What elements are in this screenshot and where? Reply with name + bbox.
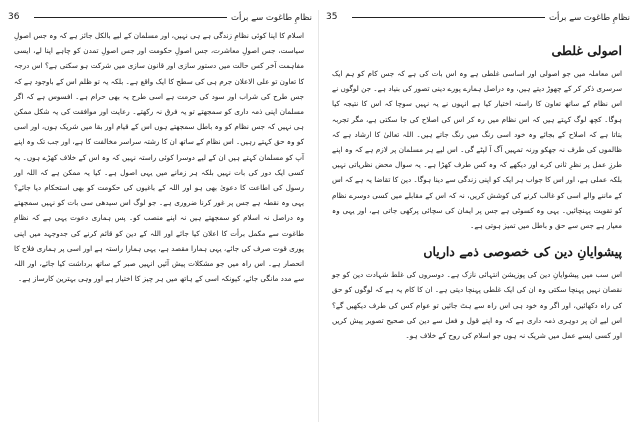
page-header (326, 8, 630, 26)
page-body (326, 66, 630, 233)
running-title: نظامِ طاغوت سے برأت (548, 12, 630, 23)
page-gutter (318, 10, 319, 422)
section-heading: پیشوایانِ دین کی خصوصی ذمے داریاں (423, 244, 622, 260)
page-number: 35 (326, 12, 338, 22)
left-page (8, 0, 312, 433)
page-header (8, 8, 312, 26)
right-page (326, 0, 630, 433)
page-body (326, 267, 630, 343)
section-heading: اصولی غلطی (551, 43, 622, 58)
header-rule (34, 17, 227, 18)
header-rule (352, 17, 545, 18)
running-title: نظامِ طاغوت سے برأت (230, 12, 312, 23)
paragraph: اس سب میں پیشوایانِ دین کی پوزیشن انتہائی نازک ہے۔ دوسروں کی غلط شہادت دین کو جو نقصان نہیں پہنچا سکتی وہ ان کی ایک غلطی پہنچا دیتی ہے۔ ان کا کام یہ ہے کہ لوگوں کو حق کی راہ دکھائیں، اور اگر وہ خود ہی اس راہ سے ہٹ جائیں تو عوام کس کی طرف دیکھیں گے؟ اس لیے ان پر دوہری ذمہ داری ہے کہ وہ اپنے قول و فعل سے دین کی صحیح تصویر پیش کریں اور کسی ایسے عمل میں شریک نہ ہوں جو اسلام کی روح کے خلاف ہو۔ (332, 270, 622, 341)
page-number: 36 (8, 12, 20, 22)
page-body (8, 28, 312, 286)
paragraph: اس معاملہ میں جو اصولی اور اساسی غلطی ہے وہ اس بات کی ہے کہ جس کام کو ہم ایک سرسری ذکر کر کے چھوڑ دیتے ہیں، وہ دراصل ہمارے پورے دینی تصور کی بنیاد ہے۔ جن لوگوں نے اس نظام کے ساتھ تعاون کا راستہ اختیار کیا ہے انہوں نے یہ نہیں سوچا کہ اس کا نتیجہ کیا ہوگا۔ کچھ لوگ کہتے ہیں کہ اس نظام میں رہ کر اس کی اصلاح کی جا سکتی ہے، مگر تجربہ بتاتا ہے کہ اصلاح کے بجائے وہ خود اسی رنگ میں رنگ جاتے ہیں۔ اللہ تعالیٰ کا ارشاد ہے کہ ظالموں کی طرف نہ جھکو ورنہ تمہیں آگ آ لپٹے گی۔ اس لیے ہر مسلمان پر لازم ہے کہ وہ اپنے طرزِ عمل پر نظرِ ثانی کرے اور دیکھے کہ وہ کس طرف کھڑا ہے۔ یہ سوال محض نظریاتی نہیں بلکہ عملی ہے، اور اس کا جواب ہر ایک کو اپنی زندگی سے دینا ہوگا۔ دین کا تقاضا یہ ہے کہ اس کے ماننے والے اسی کو غالب کرنے کی کوشش کریں، نہ کہ اس کے مقابلے میں کسی دوسرے نظام کو تقویت پہنچائیں۔ یہی وہ کسوٹی ہے جس پر ایمان کی سچائی پرکھی جاتی ہے، اور یہی وہ معیار ہے جس سے حق و باطل میں تمیز ہوتی ہے۔ (332, 69, 622, 231)
paragraph: اسلام کا اپنا کوئی نظامِ زندگی ہے ہی نہیں، اور مسلمان کے لیے بالکل جائز ہے کہ وہ جس اصولِ سیاست، جس اصولِ معاشرت، جس اصولِ حکومت اور جس اصولِ تمدن کو چاہے اپنا لے، ایسی مفاہمت آخر کس حالت میں دستور سازی اور قانون سازی میں شرکت ہو سکتی ہے؟ اس درجہ کا تعاون تو علی الاعلان جرم ہی کی سطح کا ایک واقع ہے۔ بلکہ یہ تو ظلم اس کے باوجود ہے کہ جس طرح کی شراب اور سود کی حرمت ہے اسی طرح یہ بھی حرام ہے۔ افسوس ہے کہ اگر مسلمان اپنی ذمہ داری کو سمجھتے تو یہ فرق نہ رکھتے۔ رعایت اور موافقت کی یہ شکل ممکن ہی نہیں کہ جس نظام کو وہ باطل سمجھتے ہوں اس کے قیام اور بقا میں شریک ہوں، اور اسی کو وہ حق کہتے رہیں۔ اس نظام کے ساتھ ان کا رشتہ سراسر مخالفت کا ہے، اور جب تک وہ اپنے آپ کو مسلمان کہتے ہیں ان کے لیے دوسرا کوئی راستہ نہیں کہ وہ اس کے خلاف کھڑے ہوں۔ یہ کسی ایک دور کی بات نہیں بلکہ ہر زمانے میں یہی اصول ہے۔ کیا یہ ممکن ہے کہ اللہ اور رسول کی اطاعت کا دعویٰ بھی ہو اور اللہ کے باغیوں کی حکومت کو بھی استحکام دیا جائے؟ یہی وہ نقطہ ہے جس پر غور کرنا ضروری ہے۔ جو لوگ اس سیدھی سی بات کو نہیں سمجھتے وہ دراصل نہ اسلام کو سمجھتے ہیں نہ اپنے منصب کو۔ پس ہماری دعوت یہی ہے کہ نظامِ طاغوت سے مکمل برأت کا اعلان کیا جائے اور اللہ کے دین کو قائم کرنے کی جدوجہد میں اپنی پوری قوت صرف کی جائے، یہی ہمارا مقصد ہے، یہی ہمارا راستہ ہے اور اسی پر ہماری فلاح کا انحصار ہے۔ اس راہ میں جو مشکلات پیش آئیں انہیں صبر کے ساتھ برداشت کیا جائے، اور اللہ سے مدد مانگی جائے، کیونکہ اسی کے ہاتھ میں ہر چیز کا اختیار ہے اور وہی بہترین کارساز ہے۔ (14, 31, 304, 284)
